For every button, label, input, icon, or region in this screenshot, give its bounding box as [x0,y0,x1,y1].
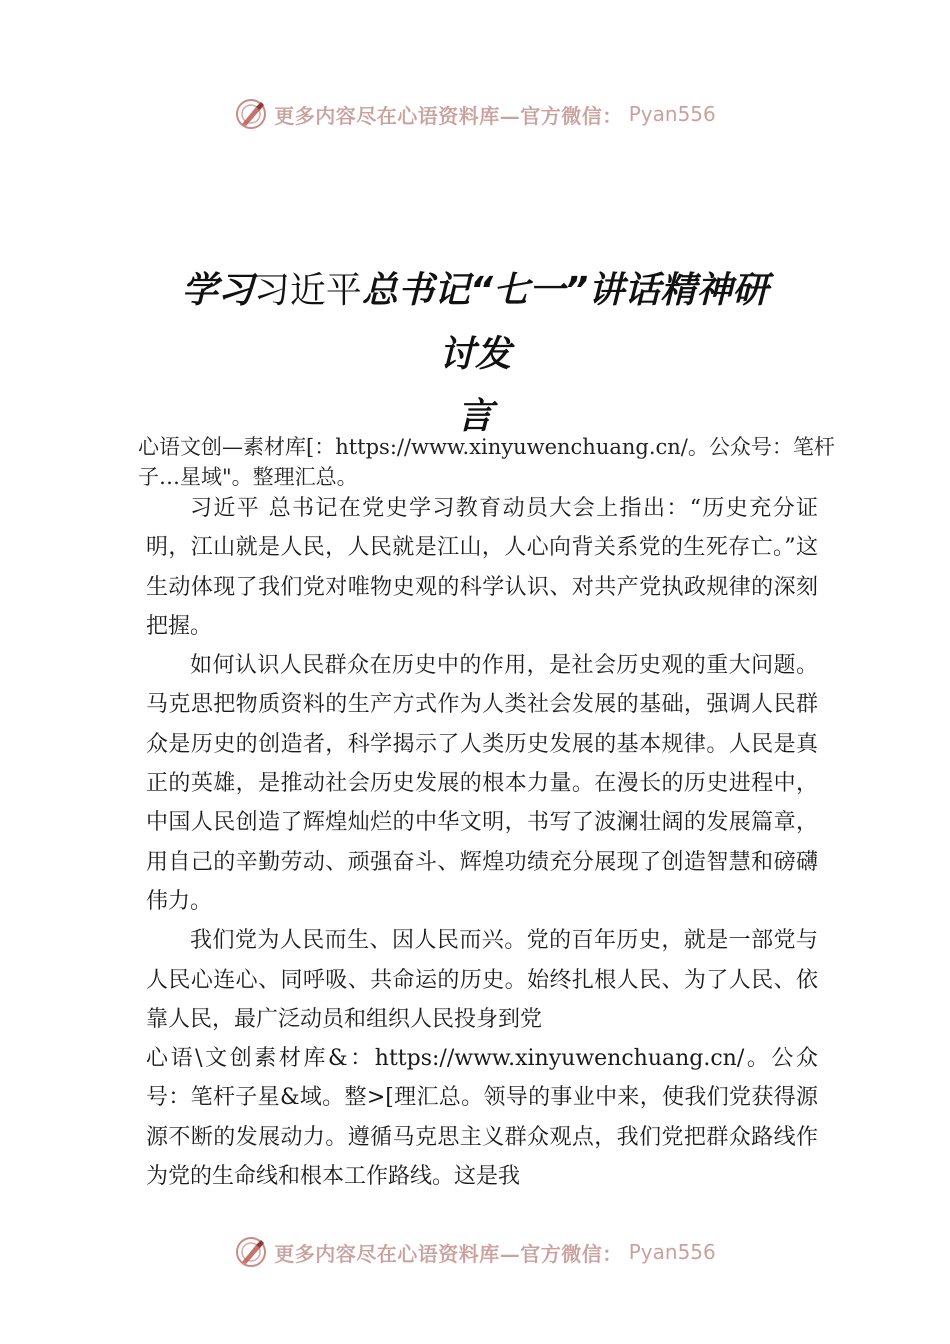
wechat-id: Pyan556 [628,102,716,126]
banner-text: 更多内容尽在心语资料库—官方微信： [274,1241,623,1266]
header-banner [0,94,950,134]
paragraph: 我们党为人民而生、因人民而兴。党的百年历史，就是一部党与人民心连心、同呼吸、共命运的历史。始终扎根人民、为了人民、依靠人民，最广泛动员和组织人民投身到党 [146,928,818,1032]
page-title-line-1 [0,262,950,313]
footer-banner [0,1232,950,1272]
title-part-2: 习近平 [253,270,362,311]
paragraph: 习近平 总书记在党史学习教育动员大会上指出：“历史充分证明，江山就是人民，人民就是江山，人心向背关系党的生死存亡。”这生动体现了我们党对唯物史观的科学认识、对共产党执政规律的深刻把握。 [146,496,818,639]
title-part-3: 总书记“七一”讲话精神研 [361,270,769,311]
source-note: 心语文创—素材库[：https://www.xinyuwenchuang.cn/。公众号：笔杆子…星域"。整理汇总。 [138,435,835,489]
brush-logo-icon [234,1235,268,1269]
banner-text: 更多内容尽在心语资料库—官方微信： [274,103,623,128]
page-title-line-2: 讨发 [438,334,511,375]
page-title-line-3: 言 [456,396,493,437]
title-part-1: 学习 [181,270,254,311]
wechat-id: Pyan556 [628,1240,716,1264]
article-body [146,489,818,1196]
brush-logo-icon [234,97,268,131]
paragraph: 心语\文创素材库&：https://www.xinyuwenchuang.cn/。公众号：笔杆子星&域。整>[理汇总。领导的事业中来，使我们党获得源源不断的发展动力。遵循马克思主义群众观点，我们党把群众路线作为党的生命线和根本工作路线。这是我 [146,1046,818,1190]
paragraph: 如何认识人民群众在历史中的作用，是社会历史观的重大问题。马克思把物质资料的生产方式作为人类社会发展的基础，强调人民群众是历史的创造者，科学揭示了人类历史发展的基本规律。人民是真正的英雄，是推动社会历史发展的根本力量。在漫长的历史进程中，中国人民创造了辉煌灿烂的中华文明，书写了波澜壮阔的发展篇章，用自己的辛勤劳动、顽强奋斗、辉煌功绩充分展现了创造智慧和磅礴伟力。 [146,653,818,914]
